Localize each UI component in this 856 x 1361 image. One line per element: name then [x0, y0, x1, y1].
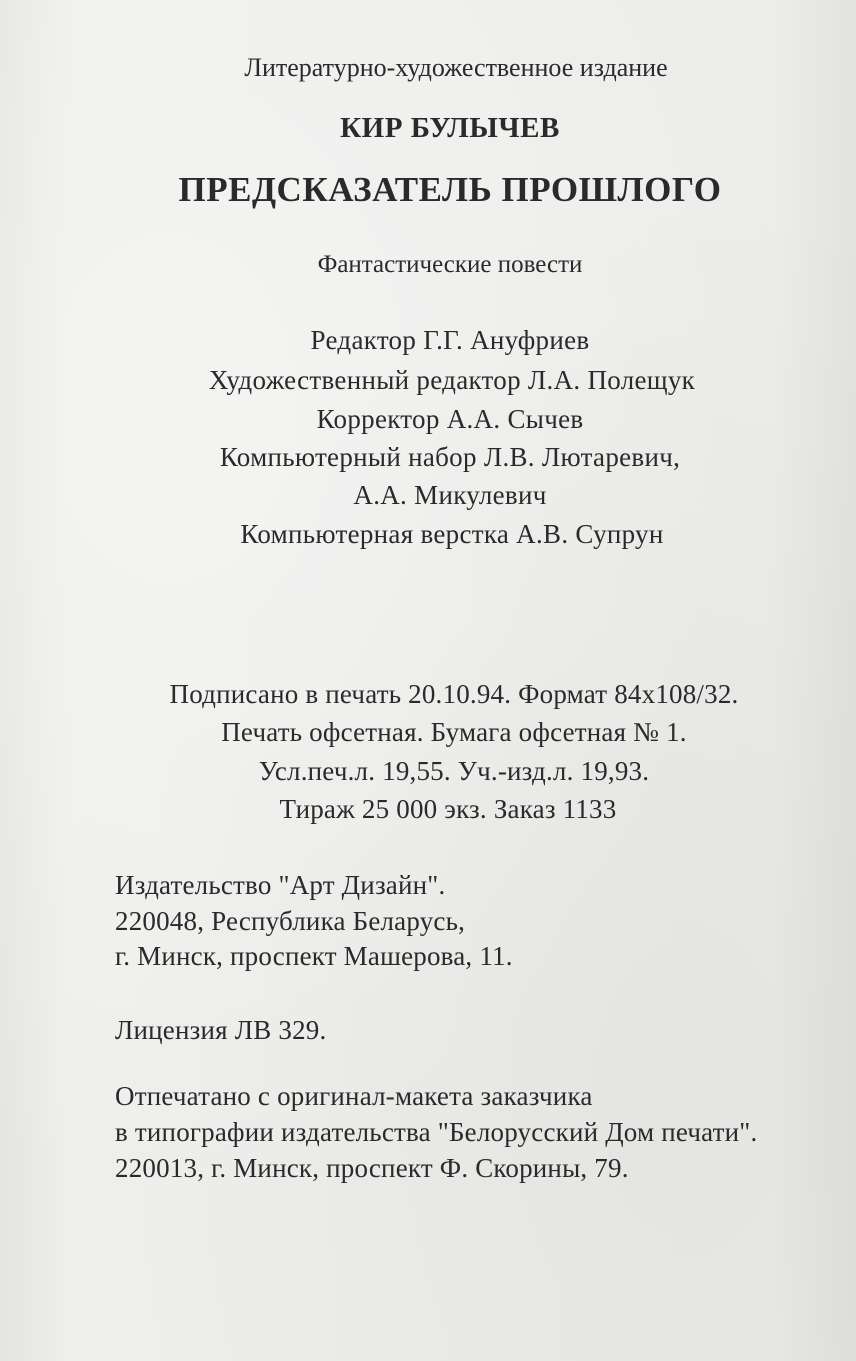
book-subtitle: Фантастические повести	[317, 251, 583, 278]
printed-by-3: 220013, г. Минск, проспект Ф. Скорины, 79.	[115, 1153, 629, 1183]
credit-proofreader: Корректор А.А. Сычев	[316, 404, 584, 434]
print-info-circulation: Тираж 25 000 экз. Заказ 1133	[279, 794, 617, 824]
book-title: ПРЕДСКАЗАТЕЛЬ ПРОШЛОГО	[178, 170, 722, 209]
print-info-paper: Печать офсетная. Бумага офсетная № 1.	[221, 717, 687, 747]
credit-art-editor: Художественный редактор Л.А. Полещук	[208, 365, 696, 395]
license-number: Лицензия ЛВ 329.	[115, 1015, 327, 1045]
credit-typesetting-2: А.А. Микулевич	[353, 480, 547, 510]
printed-by-1: Отпечатано с оригинал-макета заказчика	[115, 1081, 593, 1111]
publisher-address-1: 220048, Республика Беларусь,	[115, 906, 466, 936]
publisher-name: Издательство "Арт Дизайн".	[115, 870, 446, 900]
credit-layout: Компьютерная верстка А.В. Супрун	[240, 519, 664, 549]
printed-by-2: в типографии издательства "Белорусский Дом печати".	[115, 1117, 758, 1147]
credit-typesetting: Компьютерный набор Л.В. Лютаревич,	[219, 442, 681, 472]
credit-editor: Редактор Г.Г. Ануфриев	[310, 325, 590, 355]
print-info-signed: Подписано в печать 20.10.94. Формат 84x108/32.	[169, 679, 739, 709]
publisher-address-2: г. Минск, проспект Машерова, 11.	[115, 941, 513, 971]
print-info-sheets: Усл.печ.л. 19,55. Уч.-изд.л. 19,93.	[258, 756, 650, 786]
series-label: Литературно-художественное издание	[244, 53, 668, 82]
author-name: КИР БУЛЫЧЕВ	[340, 112, 560, 144]
